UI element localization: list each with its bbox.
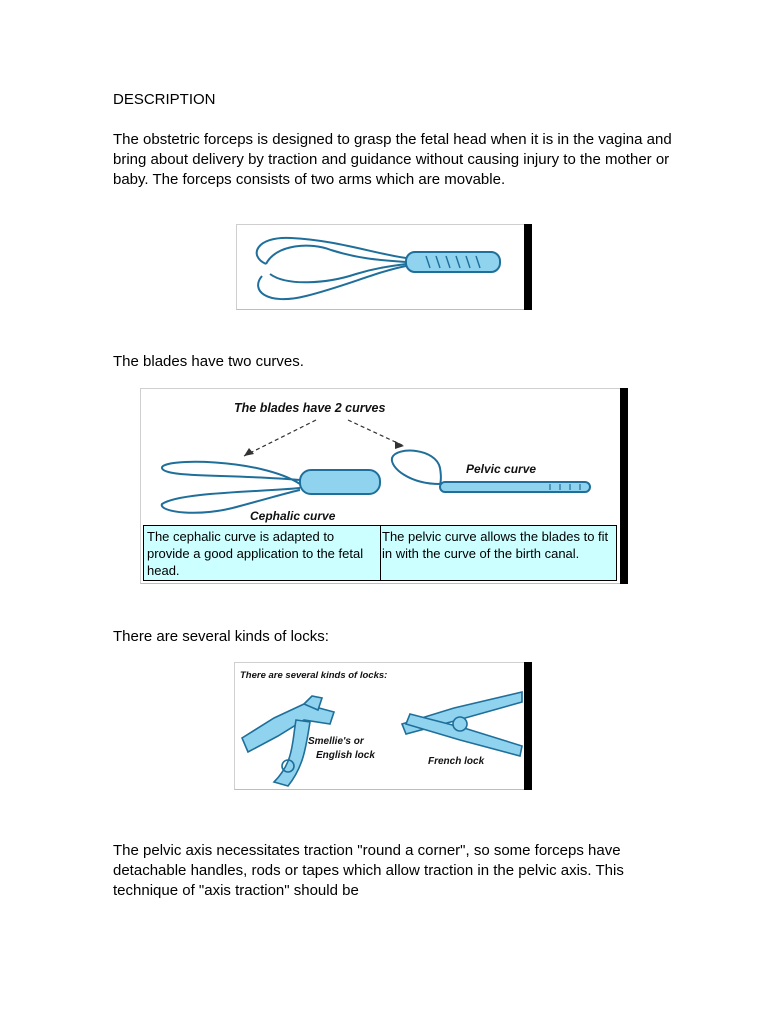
locks-paragraph: There are several kinds of locks: bbox=[113, 628, 329, 645]
axis-paragraph: The pelvic axis necessitates traction "round a corner", so some forceps have detachable handles, rods or tapes which allow traction in the pelvic axis. This technique of "axis traction" should be bbox=[113, 842, 624, 899]
forceps-figure bbox=[236, 224, 532, 310]
blade-curves-figure bbox=[140, 388, 628, 584]
locks-figure bbox=[234, 662, 532, 790]
intro-paragraph: The obstetric forceps is designed to grasp the fetal head when it is in the vagina and bring about delivery by traction and guidance without causing injury to the mother or baby. The forceps consists of two arms which are movable. bbox=[113, 131, 672, 188]
figure-frame bbox=[234, 662, 532, 790]
locks-title: There are several kinds of locks: bbox=[240, 670, 388, 681]
caption-divider bbox=[380, 526, 381, 580]
figure-right-bar bbox=[524, 662, 532, 790]
figure-right-bar bbox=[524, 224, 532, 310]
curves-caption-table bbox=[143, 525, 617, 581]
figure-frame bbox=[236, 224, 532, 310]
french-lock-label: French lock bbox=[428, 756, 485, 767]
smellie-lock-label-line2: English lock bbox=[316, 750, 375, 761]
pelvic-caption: The pelvic curve allows the blades to fit in with the curve of the birth canal. bbox=[382, 529, 609, 561]
section-heading: DESCRIPTION bbox=[113, 91, 216, 108]
pelvic-curve-label: Pelvic curve bbox=[466, 462, 537, 476]
figure-right-bar bbox=[620, 388, 628, 584]
smellie-lock-label-line1: Smellie's or bbox=[308, 736, 364, 747]
curves-title: The blades have 2 curves bbox=[234, 401, 386, 415]
cephalic-caption: The cephalic curve is adapted to provide a good application to the fetal head. bbox=[147, 529, 364, 578]
cephalic-curve-label: Cephalic curve bbox=[250, 509, 336, 523]
blades-paragraph: The blades have two curves. bbox=[113, 353, 304, 370]
